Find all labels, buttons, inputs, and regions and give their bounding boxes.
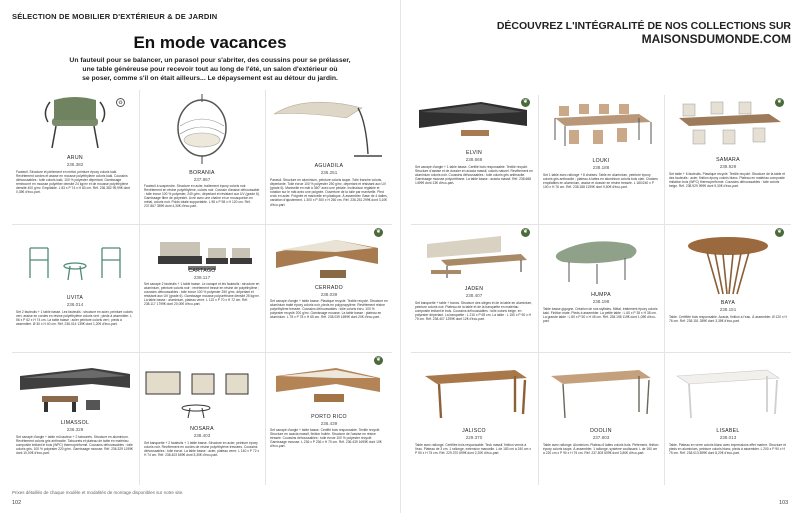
product-description: Set banquette + 2 fauteuils + 1 table basse. Structure en acier, peinture époxy coloris noir. Revêtement en cordes de résine polyéthylène tressées. Coussins déhoussables : toile écrue. La table basse : acier, plateau verre. L 140 x P 72 x H 74 cm. Réf. 238.403 659€ dont 5,30€ d'éco-part. — [144, 441, 260, 458]
website-link[interactable]: MAISONSDUMONDE.COM — [641, 32, 791, 46]
product-description: Parasol. Structure en aluminium, peinture coloris taupe. Toile franche coloris, déperlante. Toile écrue 100 % polyester 250 g/m², déperlant et résistant aux UV (grade 6). Manivelle en mât à 360° avec une pédale. Inclinaison réglable et rotation sur le mât avec une poignée. Ouverture de la toile par manivelle. Pied croix en acier. Poignée et manivelle en plastique. À assembler. Base de 4 dalles, variation d'ajustement. L 300 x P 300 x H 260 cm. Réf. 236.251 299€ dont 3,10€ d'éco-part. — [270, 178, 388, 207]
product-description: Set canapé d'angle + table mi-hauteur + 2 tabourets. Structure en aluminium. Revêtement coloris gris anthracite. Tabourets et plateau de table en matériau composite imitant le bois (WPC) thermopréformé. Coussins déhoussables : toile coloris gris, 100 % polyester 220 g/m². Garnissage mousse. Réf. 236.329 1199€ dont 10,00€ d'éco-part. — [16, 435, 133, 456]
product-name: CERRADO — [314, 285, 344, 291]
product-ref: 237.803 — [592, 435, 610, 440]
product-card-jalisco[interactable] — [411, 356, 537, 484]
aguadila-parasol-image — [266, 92, 392, 162]
product-name: CARTAGO — [188, 268, 216, 274]
product-card-elvin[interactable] — [411, 96, 537, 222]
eco-leaf-icon: ❦ — [776, 229, 783, 235]
product-name: LISABEL — [716, 428, 740, 434]
footnote: Prixes détaillés de chaque modèle et modalités de montage disponibles sur notre site. — [12, 490, 184, 495]
product-card-arun[interactable] — [12, 92, 138, 222]
product-description: Set 2 fauteuils + 1 table basse. Les fauteuils : structure en acier, peinture coloris vert, assise en cordes en résine polyéthylène coloris vert ; pieds à assembler. L 56 x P 62 x H 74 cm. La table basse : acier peinture coloris vert ; pieds à assembler. Ø 30 x H 40 cm. Réf. 236.014 139€ dont 1,20€ d'éco-part. — [16, 310, 133, 327]
uvita-set-image — [12, 226, 138, 292]
product-card-louki[interactable] — [539, 96, 663, 222]
product-ref: 236.329 — [66, 427, 84, 432]
product-ref: 238.013 — [719, 435, 737, 440]
product-name: ELVIN — [465, 150, 483, 156]
page-number: 102 — [12, 500, 22, 506]
product-ref: 229.370 — [465, 435, 483, 440]
intro-line-3: se poser, comme s'il on était ailleurs... Le dépaysement est au détour du jardin. — [82, 75, 338, 82]
collections-header — [401, 20, 791, 46]
intro-text — [40, 56, 380, 83]
product-ref: 238.198 — [592, 299, 610, 304]
product-description: Set canapé 2 fauteuils + 1 table basse. Le canapé et les fauteuils : structure en aluminium, peinture coloris noir ; revêtement tressé en résine de polyéthylène ; coussins déhoussables : toile écrue 100 % polyester 250 g/m², déperlant et résistant aux UV (grade 6). Garnissage mousse polyuréthane densité 25 kg/m³. La table basse : aluminium, plateau verre. L 122 x P 70 x H 72 cm. Réf. 238.117 1799€ dont 20,00€ d'éco-part. — [144, 282, 260, 307]
product-description: Fauteuil à suspendre. Structure en acier, traitement époxy coloris noir. Revêtement en résine polyéthylène, coloris noir. Coussin d'assise déhoussable : toile écrue 100 % polyester, 240 g/m², déperlant et résistant aux UV (grade 6). Garnissage fibre de polyester. Livré avec une chaîne et un mousqueton en métal, coloris noir. Poids totale supportable. L 98 x P 98 x H 120 cm. Réf. 237.867 359€ dont 4,30€ d'éco-part. — [144, 184, 260, 209]
product-ref: 238.403 — [193, 433, 211, 438]
product-description: Set canapé d'angle + table basse. Plastique recyclé. Textile recyclé. Structure en aluminium traité époxy coloris noir, pieds en polypropylène. Revêtement résine polyéthylène tressée. Coussins déhoussables : toile coloris écru, 100 % polyester recyclé 200 g/m². Garnissage mousse. La table basse : plateau en aluminium. L 78 x P 78 x H 65 cm. Réf. 238.039 1699€ dont 20€ d'éco-part. — [270, 299, 388, 320]
product-card-cartago[interactable] — [140, 226, 264, 350]
cerrado-corner-sofa-image — [266, 226, 392, 284]
product-card-limassol[interactable] — [12, 354, 138, 484]
product-ref: 238.117 — [193, 275, 211, 280]
product-description: Set 1 table avec rallonge + 8 chaises. Table en aluminium, peinture époxy coloris gris anthracite ; plateau à lattes en aluminium coloris bois clair. Chaises empilables en aluminium, assise et dossier en résine tressée. L 180/240 x P 100 x H 76 cm. Réf. 238.188 1199€ dont 9,50€ d'éco-part. — [543, 173, 658, 190]
elvin-corner-sofa-image — [411, 96, 537, 146]
product-card-humpa[interactable] — [539, 226, 663, 350]
eco-leaf-icon: ❦ — [375, 357, 382, 363]
jalisco-teak-table-image — [411, 356, 537, 426]
product-ref: 238.151 — [719, 307, 737, 312]
product-ref: 236.382 — [66, 162, 84, 167]
product-ref: 238.039 — [320, 292, 338, 297]
product-name: AGUADILA — [314, 163, 344, 169]
product-name: JALISCO — [462, 428, 486, 434]
product-name: ARUN — [67, 155, 83, 161]
eco-leaf-icon: ❦ — [776, 99, 783, 105]
eco-leaf-icon: ❦ — [522, 229, 529, 235]
product-description: Set banquette + table + bancs. Structure des sièges et de la table en aluminium, peinture coloris noir. Plateau de la table et de la banquette en matériau composite imitant le bois. Coussins déhoussables : toile coloris beige, en polyester déperlant. La banquette : L 210 x P 65 cm. La table : L 150 x P 90 x H 75 cm. Réf. 238.407 1299€ dont 12€ d'éco-part. — [415, 301, 533, 322]
product-card-porto-rico[interactable] — [266, 354, 392, 484]
eco-leaf-icon: ❦ — [375, 229, 382, 235]
product-name: JADEN — [464, 286, 484, 292]
product-description: Table avec rallonge. Aluminium. Plateau 6 lattes coloris bois. Piètement, finition époxy coloris taupe. À assembler. 1 rallonge, système coulissant. L de 160 cm à 220 cm x P 90 x H 75 cm. Réf. 237.803 699€ dont 3,80€ d'éco-part. — [543, 443, 659, 456]
product-description: Table. Certifiée bois responsable. Acacia, finition à l'eau. À assembler. Ø 120 x H 76 cm. Réf. 238.151 359€ dont 3,35€ d'éco-part. — [669, 315, 787, 324]
jaden-set-image — [411, 226, 537, 284]
row-divider — [12, 352, 392, 353]
product-card-nosara[interactable] — [140, 354, 264, 484]
eco-leaf-icon: ❦ — [522, 99, 529, 105]
row-divider — [12, 224, 392, 225]
lisabel-marble-table-image — [665, 356, 791, 426]
product-card-baya[interactable] — [665, 226, 791, 350]
product-name: BORANIA — [189, 170, 215, 176]
product-card-cerrado[interactable] — [266, 226, 392, 350]
product-name: SAMARA — [716, 157, 740, 163]
product-name: LIMASSOL — [60, 420, 90, 426]
intro-line-1: Un fauteuil pour se balancer, un parasol pour s'abriter, des coussins pour se prélasser, — [69, 57, 351, 64]
product-name: HUMPA — [591, 292, 611, 298]
nosara-set-image — [140, 354, 264, 424]
product-description: Table. Plateau en verre coloris blanc avec impressions effet marbre. Structure et pieds en aluminium, peinture coloris blanc, pieds à assembler. L 200 x P 90 x H 75 cm. Réf. 238.013 899€ dont 8,20€ d'éco-part. — [669, 443, 787, 456]
page-number: 103 — [779, 500, 789, 506]
product-ref: 238.929 — [719, 164, 737, 169]
intro-line-2: une table généreuse pour recevoir tout au long de l'été, un salon d'extérieur où — [82, 66, 338, 73]
borania-hanging-chair-image — [140, 92, 264, 170]
product-ref: 236.439 — [320, 421, 338, 426]
product-ref: 238.188 — [592, 165, 610, 170]
louki-dining-set-image — [539, 96, 663, 156]
product-card-lisabel[interactable] — [665, 356, 791, 484]
humpa-nesting-tables-image — [539, 226, 663, 290]
product-description: Set table + 6 fauteuils. Plastique recyclé. Textile recyclé. Structure de la table et des fauteuils : acier, finition époxy coloris blanc. Plateau en matériau composite imitation bois (WPC) thermopréformé. Coussins déhoussables : toile coloris beige. Réf. 238.929 999€ dont 9,30€ d'éco-part. — [669, 172, 786, 189]
product-card-aguadila[interactable] — [266, 92, 392, 222]
limassol-set-image — [12, 354, 138, 418]
product-ref: 236.251 — [320, 170, 338, 175]
product-description: Table avec rallonge. Certifiée bois responsable. Teck massif, finition vernis à l'eau. Plateau de 3 cm. 1 rallonge, extension manuelle. L de 180 cm à 240 cm x P 90 x H 75 cm. Réf. 229.370 699€ dont 2,20€ d'éco-part. — [415, 443, 531, 456]
recycle-icon: ♻ — [116, 98, 125, 107]
samara-dining-set-image — [665, 96, 791, 156]
section-title: SÉLECTION DE MOBILIER D'EXTÉRIEUR & DE JARDIN — [12, 12, 218, 21]
product-name: UVITA — [66, 295, 84, 301]
product-card-samara[interactable] — [665, 96, 791, 222]
baya-round-table-image — [665, 226, 791, 300]
product-description: Set canapé d'angle + table basse. Certifié bois responsable. Textile recyclé. Structure en acacia massif, finition huilée. Structure de l'assise en résine tressée. Coussins déhoussables : toile écrue 100 % polyester recyclé. Garnissage mousse. L 236 x P 236 x H 70 cm. Réf. 236.439 1699€ dont 10€ d'éco-part. — [270, 428, 382, 449]
product-ref: 238.407 — [465, 293, 483, 298]
product-name: PORTO RICO — [311, 414, 347, 420]
product-card-doolin[interactable] — [539, 356, 663, 484]
header-line-1: DÉCOUVREZ L'INTÉGRALITÉ DE NOS COLLECTIONS SUR — [496, 20, 791, 32]
product-ref: 238.668 — [465, 157, 483, 162]
product-ref: 236.014 — [66, 302, 84, 307]
product-ref: 237.867 — [193, 177, 211, 182]
product-card-borania[interactable] — [140, 92, 264, 222]
right-page — [400, 0, 800, 513]
porto-rico-sofa-image — [266, 354, 392, 412]
doolin-table-image — [539, 356, 663, 426]
product-name: LOUKI — [592, 158, 610, 164]
row-divider — [411, 224, 791, 225]
product-description: Set canapé d'angle + 1 table basse. Certifié bois responsable. Textile recyclé. Structure d'assise et de dossier en acacia massif, coloris naturel. Revêtement en aluminium coloris noir. Coussins déhoussables : toile coloris gris anthracite. Garnissage mousse polyuréthane. La table basse : acacia massif. Réf. 238.668 1499€ dont 13€ d'éco-part. — [415, 165, 533, 186]
page-title: En mode vacances — [133, 33, 287, 52]
product-description: Fauteuil. Structure et piètement en métal, peinture époxy coloris kaki. Revêtement cordes et assise en mousse polyéthylène coloris kaki. Coussins déhoussables : toile coloris kaki, 100 % polyester déperlant. Garnissage rembourré en mousse polyéther densité 24 kg/m³ et de mousse polyéthylène densité 400 g/m². Empilable. L 83 x P 74 x H 83 cm. Réf. 236.382 99,99€ dont 0,35€ d'éco-part. — [16, 170, 130, 195]
product-description: Table basse gigogne. Création de nos stylistes. Métal, traitement époxy coloris kaki. Finition mate. Pieds à assembler. La petite table : L 60 x P 35 x H 38 cm. La grande table : L 80 x P 50 x H 45 cm. Réf. 238.198 119€ dont 1,05€ d'éco-part. — [543, 307, 658, 324]
row-divider — [411, 352, 791, 353]
product-name: BAYA — [720, 300, 736, 306]
product-name: DOOLIN — [590, 428, 612, 434]
product-card-uvita[interactable] — [12, 226, 138, 350]
product-card-jaden[interactable] — [411, 226, 537, 350]
product-name: NOSARA — [190, 426, 214, 432]
